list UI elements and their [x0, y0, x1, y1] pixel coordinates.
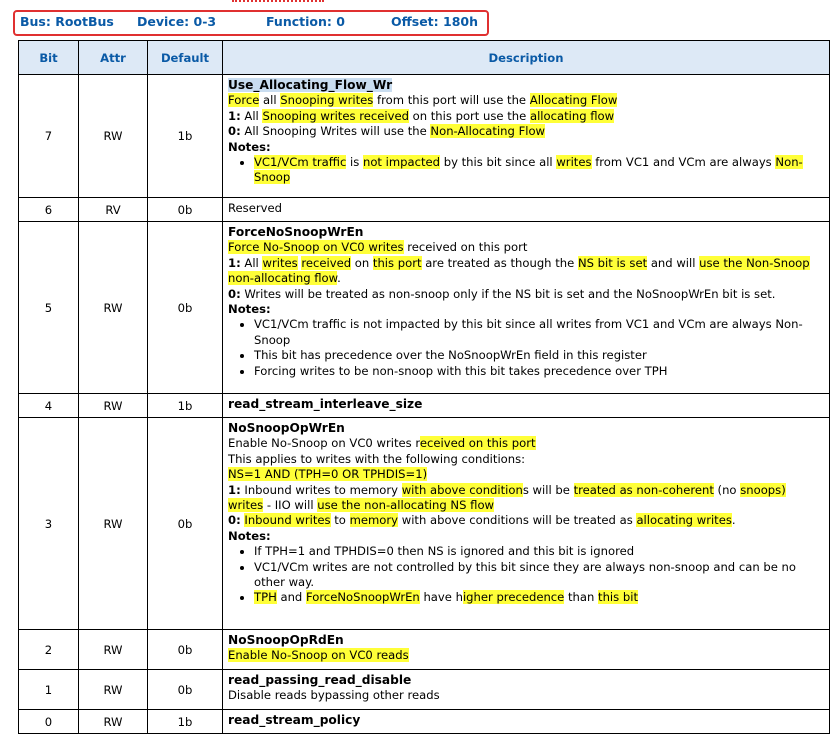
- desc-line: This applies to writes with the following conditions:: [228, 451, 526, 466]
- text-fragment: Writes will be treated as non-snoop only if the NS bit is set and the NoSnoopWrEn bit is set.: [240, 286, 776, 301]
- highlighted-text: Force No-Snoop on VC0 writes: [228, 240, 404, 255]
- highlighted-text: with above condition: [401, 482, 523, 497]
- register-header: [18, 14, 828, 32]
- col-header-attr: Attr: [79, 41, 148, 75]
- text-fragment: on this port use the: [408, 108, 530, 123]
- text-fragment: All: [240, 108, 263, 123]
- highlighted-text: NS=1 AND (TPH=0 OR TPHDIS=1): [228, 467, 428, 482]
- desc-line: Disable reads bypassing other reads: [228, 688, 440, 703]
- table-row: [19, 394, 830, 418]
- bit-cell: 1: [19, 670, 79, 710]
- desc-line: [228, 648, 824, 663]
- highlighted-text: writes: [556, 155, 592, 170]
- text-fragment: (no: [713, 482, 741, 497]
- bit-cell: 5: [19, 222, 79, 394]
- desc-line: [228, 93, 824, 108]
- bit-cell: 7: [19, 75, 79, 198]
- desc-line: [228, 513, 824, 528]
- table-row: [19, 670, 830, 710]
- bit-cell: 4: [19, 394, 79, 418]
- bit-cell: 6: [19, 198, 79, 222]
- desc-line: [228, 109, 824, 124]
- highlighted-text: igher precedence: [462, 590, 565, 605]
- function-label: Function: 0: [266, 14, 345, 29]
- text-fragment: by this bit since all: [440, 155, 557, 170]
- text-fragment: than: [564, 590, 599, 605]
- notes-list: [228, 155, 824, 186]
- attr-cell: RW: [79, 394, 148, 418]
- highlighted-text: Snooping writes received: [262, 108, 409, 123]
- text-fragment: 1:: [228, 255, 241, 270]
- list-item: • VC1/VCm writes are not controlled by this bit since they are always non-snoop and can be no other way.: [254, 560, 824, 591]
- highlighted-text: snoops) writes: [228, 482, 786, 513]
- field-name: ForceNoSnoopWrEn: [228, 225, 364, 239]
- text-fragment: to: [330, 513, 350, 528]
- text-fragment: and will: [647, 255, 700, 270]
- text-fragment: - IIO will: [263, 498, 318, 513]
- text-fragment: on: [351, 255, 373, 270]
- text-fragment: 1:: [228, 482, 241, 497]
- default-cell: 0b: [148, 222, 223, 394]
- desc-line: [228, 287, 824, 302]
- desc-line: [228, 467, 824, 482]
- text-fragment: from this port will use the: [373, 93, 530, 108]
- field-name: read_stream_interleave_size: [228, 397, 423, 411]
- text-fragment: is: [346, 155, 363, 170]
- field-name: read_passing_read_disable: [228, 673, 412, 687]
- description-cell: Reserved: [223, 198, 830, 222]
- text-fragment: 1:: [228, 108, 241, 123]
- bit-cell: 0: [19, 710, 79, 734]
- highlighted-text: allocating writes: [636, 513, 732, 528]
- highlighted-text: use the Non-Snoop non-allocating flow: [228, 255, 810, 286]
- text-fragment: 0:: [228, 286, 241, 301]
- attr-cell: RW: [79, 418, 148, 630]
- col-header-default: Default: [148, 41, 223, 75]
- desc-line: [228, 240, 824, 255]
- highlighted-text: NS bit is set: [577, 255, 648, 270]
- text-fragment: .: [337, 271, 341, 286]
- highlighted-text: TPH: [254, 590, 277, 605]
- default-cell: 0b: [148, 630, 223, 670]
- default-cell: 1b: [148, 710, 223, 734]
- notes-heading: Notes:: [228, 302, 271, 317]
- default-cell: 0b: [148, 198, 223, 222]
- field-name: NoSnoopOpWrEn: [228, 421, 345, 435]
- highlighted-text: Allocating Flow: [529, 93, 618, 108]
- text-fragment: with above conditions will be treated as: [398, 513, 637, 528]
- highlighted-text: this bit: [598, 590, 638, 605]
- highlighted-text: Enable No-Snoop on VC0 reads: [228, 648, 409, 663]
- highlighted-text: not impacted: [362, 155, 441, 170]
- list-item: • If TPH=1 and TPHDIS=0 then NS is ignored and this bit is ignored: [254, 544, 824, 559]
- description-cell: [223, 75, 830, 198]
- highlighted-text: this port: [372, 255, 422, 270]
- attr-cell: RW: [79, 670, 148, 710]
- text-fragment: 0:: [228, 513, 241, 528]
- list-item: • VC1/VCm traffic is not impacted by this bit since all writes from VC1 and VCm are always Non-Snoop: [254, 317, 824, 348]
- highlighted-text: memory: [349, 513, 399, 528]
- col-header-description: Description: [223, 41, 830, 75]
- device-label: Device: 0-3: [137, 14, 217, 29]
- table-row: [19, 710, 830, 734]
- notes-heading: Notes:: [228, 139, 271, 154]
- col-header-bit: Bit: [19, 41, 79, 75]
- register-table: [18, 40, 830, 734]
- text-fragment: Inbound writes to memory: [240, 482, 402, 497]
- decorative-dotted-line: [232, 0, 324, 2]
- field-name: NoSnoopOpRdEn: [228, 633, 344, 647]
- desc-line: [228, 436, 824, 451]
- highlighted-text: writes: [262, 255, 298, 270]
- default-cell: 1b: [148, 75, 223, 198]
- highlighted-text: use the non-allocating NS flow: [317, 498, 495, 513]
- description-cell: [223, 222, 830, 394]
- text-fragment: s will be: [522, 482, 574, 497]
- highlighted-text: eceived on this port: [419, 436, 536, 451]
- text-fragment: have h: [419, 590, 463, 605]
- highlighted-text: Force: [228, 93, 260, 108]
- highlighted-text: Non-Snoop: [254, 155, 803, 185]
- highlighted-text: received: [301, 255, 352, 270]
- list-item: • This bit has precedence over the NoSnoopWrEn field in this register: [254, 348, 824, 363]
- attr-cell: RV: [79, 198, 148, 222]
- attr-cell: RW: [79, 222, 148, 394]
- field-name: Use_Allocating_Flow_Wr: [228, 78, 393, 92]
- text-fragment: Enable No-Snoop on VC0 writes r: [228, 436, 420, 451]
- attr-cell: RW: [79, 710, 148, 734]
- default-cell: 1b: [148, 394, 223, 418]
- notes-list: [228, 317, 824, 379]
- highlighted-text: VC1/VCm traffic: [254, 155, 347, 170]
- bit-cell: 3: [19, 418, 79, 630]
- description-cell: [223, 670, 830, 710]
- description-cell: [223, 418, 830, 630]
- text-fragment: received on this port: [403, 240, 528, 255]
- list-item: [254, 590, 824, 605]
- highlighted-text: Inbound writes: [244, 513, 331, 528]
- text-fragment: 0:: [228, 124, 241, 139]
- text-fragment: from VC1 and VCm are always: [591, 155, 776, 170]
- list-item: • Forcing writes to be non-snoop with this bit takes precedence over TPH: [254, 364, 824, 379]
- notes-list: [228, 544, 824, 606]
- highlighted-text: Non-Allocating Flow: [430, 124, 546, 139]
- desc-line: [228, 483, 824, 514]
- highlighted-text: ForceNoSnoopWrEn: [305, 590, 420, 605]
- highlighted-text: allocating flow: [529, 108, 615, 123]
- desc-line: [228, 256, 824, 287]
- highlighted-text: Snooping writes: [280, 93, 374, 108]
- text-fragment: are treated as though the: [421, 255, 578, 270]
- field-name: read_stream_policy: [228, 713, 361, 727]
- text-fragment: all: [259, 93, 281, 108]
- attr-cell: RW: [79, 75, 148, 198]
- text-fragment: All: [240, 255, 263, 270]
- bit-cell: 2: [19, 630, 79, 670]
- table-row: [19, 418, 830, 630]
- bus-label: Bus: RootBus: [20, 14, 114, 29]
- default-cell: 0b: [148, 670, 223, 710]
- description-cell: [223, 710, 830, 734]
- text-fragment: .: [731, 513, 736, 528]
- desc-line: [228, 124, 824, 139]
- description-cell: [223, 394, 830, 418]
- attr-cell: RW: [79, 630, 148, 670]
- text-fragment: All Snooping Writes will use the: [240, 124, 431, 139]
- offset-label: Offset: 180h: [391, 14, 478, 29]
- default-cell: 0b: [148, 418, 223, 630]
- notes-heading: Notes:: [228, 528, 271, 543]
- description-cell: [223, 630, 830, 670]
- table-header-row: [19, 41, 830, 75]
- list-item: [254, 155, 824, 186]
- table-row: [19, 75, 830, 198]
- table-row: [19, 222, 830, 394]
- table-row: [19, 198, 830, 222]
- highlighted-text: treated as non-coherent: [573, 482, 714, 497]
- text-fragment: and: [276, 590, 306, 605]
- table-row: [19, 630, 830, 670]
